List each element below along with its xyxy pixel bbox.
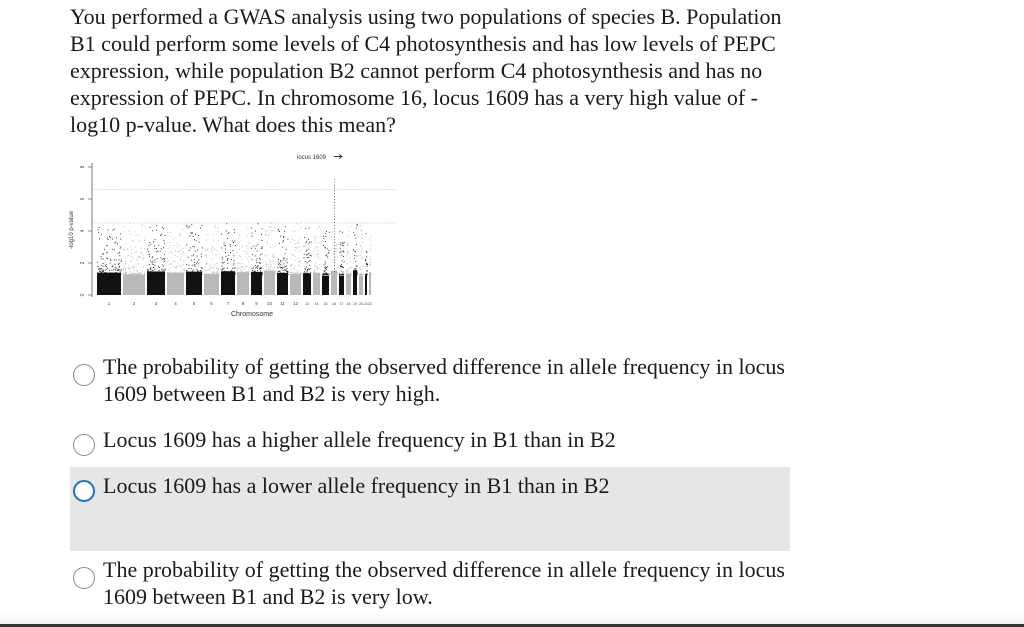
chromosome-7-points: [221, 223, 236, 295]
chromosome-13-points: [303, 228, 312, 295]
answer-option-4-label: The probability of getting the observed difference in allele frequency in locus 1609 between B1 and B2 is very low.: [103, 557, 785, 609]
chromosome-12-points: [290, 223, 302, 295]
radio-button-3[interactable]: [73, 480, 95, 502]
x-tick-label: 4: [174, 301, 177, 306]
x-tick-label: 10: [266, 301, 273, 306]
plot-points: [97, 179, 372, 295]
x-tick-label: 12: [292, 301, 299, 306]
x-tick-label: 5: [192, 301, 196, 306]
arrow-icon: [334, 155, 342, 159]
x-tick-label: 7: [226, 301, 230, 306]
y-tick-label: 0: [80, 293, 86, 297]
chromosome-18-points: [346, 226, 352, 295]
x-tick-label: 11: [280, 301, 285, 306]
question-text: You performed a GWAS analysis using two populations of species B. Population B1 could perform some levels of C4 photosynthesis and has low levels of PEPC expression, while population B2 cannot perform C4 photosynthesis and has no expression of PEPC. In chromosome 16, locus 1609 has a very high value of -log10 p-value. What does this mean?: [70, 4, 782, 137]
chromosome-14-points: [313, 226, 321, 295]
x-tick-label: 22: [368, 302, 372, 306]
answer-option-1-label: The probability of getting the observed difference in allele frequency in locus 1609 between B1 and B2 is very high.: [103, 354, 785, 406]
x-tick-label: 2: [132, 301, 136, 306]
chromosome-15-points: [322, 231, 330, 295]
x-tick-label: 16: [332, 302, 336, 306]
x-tick-label: 18: [346, 302, 351, 306]
x-tick-label: 19: [353, 302, 357, 306]
answer-option-3[interactable]: [70, 467, 790, 551]
answer-option-4[interactable]: [70, 553, 790, 615]
x-tick-label: 14: [314, 302, 319, 306]
y-tick-label: 2: [80, 261, 86, 265]
chromosome-8-points: [237, 227, 250, 295]
chromosome-20-points: [359, 223, 364, 295]
radio-button-1[interactable]: [73, 364, 95, 386]
y-tick-label: 6: [80, 197, 86, 201]
x-tick-label: 9: [255, 301, 258, 306]
x-tick-label: 3: [154, 301, 158, 306]
manhattan-plot-figure: [60, 145, 405, 320]
chromosome-21-points: [365, 233, 368, 295]
x-axis-label: Chromosome: [230, 311, 274, 318]
answer-option-2[interactable]: [70, 424, 790, 460]
y-axis-label: -log10 p-value: [69, 210, 75, 250]
x-tick-label: 8: [241, 301, 245, 306]
x-tick-label: 13: [305, 302, 309, 306]
chromosome-1-points: [97, 227, 122, 295]
x-tick-label: 21: [364, 302, 368, 306]
locus-annotation-label: locus 1609: [297, 155, 327, 161]
chromosome-19-points: [353, 224, 358, 295]
page-bottom-fade: [0, 612, 1024, 624]
y-axis: [69, 163, 92, 297]
x-tick-label: 17: [339, 302, 344, 306]
chromosome-3-points: [147, 225, 166, 295]
radio-button-4[interactable]: [73, 567, 95, 589]
manhattan-plot: [60, 145, 405, 320]
chromosome-17-points: [339, 231, 345, 295]
y-tick-label: 8: [80, 165, 86, 169]
chromosome-10-points: [264, 223, 276, 295]
chromosome-2-points: [123, 223, 146, 295]
y-tick-label: 4: [80, 229, 86, 233]
chromosome-4-points: [167, 229, 185, 295]
x-axis-ticks: [108, 301, 372, 306]
x-tick-label: 6: [210, 301, 213, 306]
chromosome-22-points: [369, 236, 372, 295]
chromosome-9-points: [251, 223, 263, 295]
locus-annotation: [297, 155, 342, 162]
chromosome-5-points: [186, 224, 203, 295]
x-tick-label: 15: [323, 302, 328, 306]
x-tick-label: 20: [359, 302, 363, 306]
answer-option-3-label: Locus 1609 has a lower allele frequency in B1 than in B2: [103, 473, 610, 498]
chromosome-6-points: [204, 225, 220, 295]
radio-button-2[interactable]: [73, 434, 95, 456]
answer-option-1[interactable]: [70, 350, 790, 412]
x-tick-label: 1: [107, 301, 111, 306]
chromosome-11-points: [277, 226, 289, 295]
answer-option-2-label: Locus 1609 has a higher allele frequency in B1 than in B2: [103, 427, 616, 452]
